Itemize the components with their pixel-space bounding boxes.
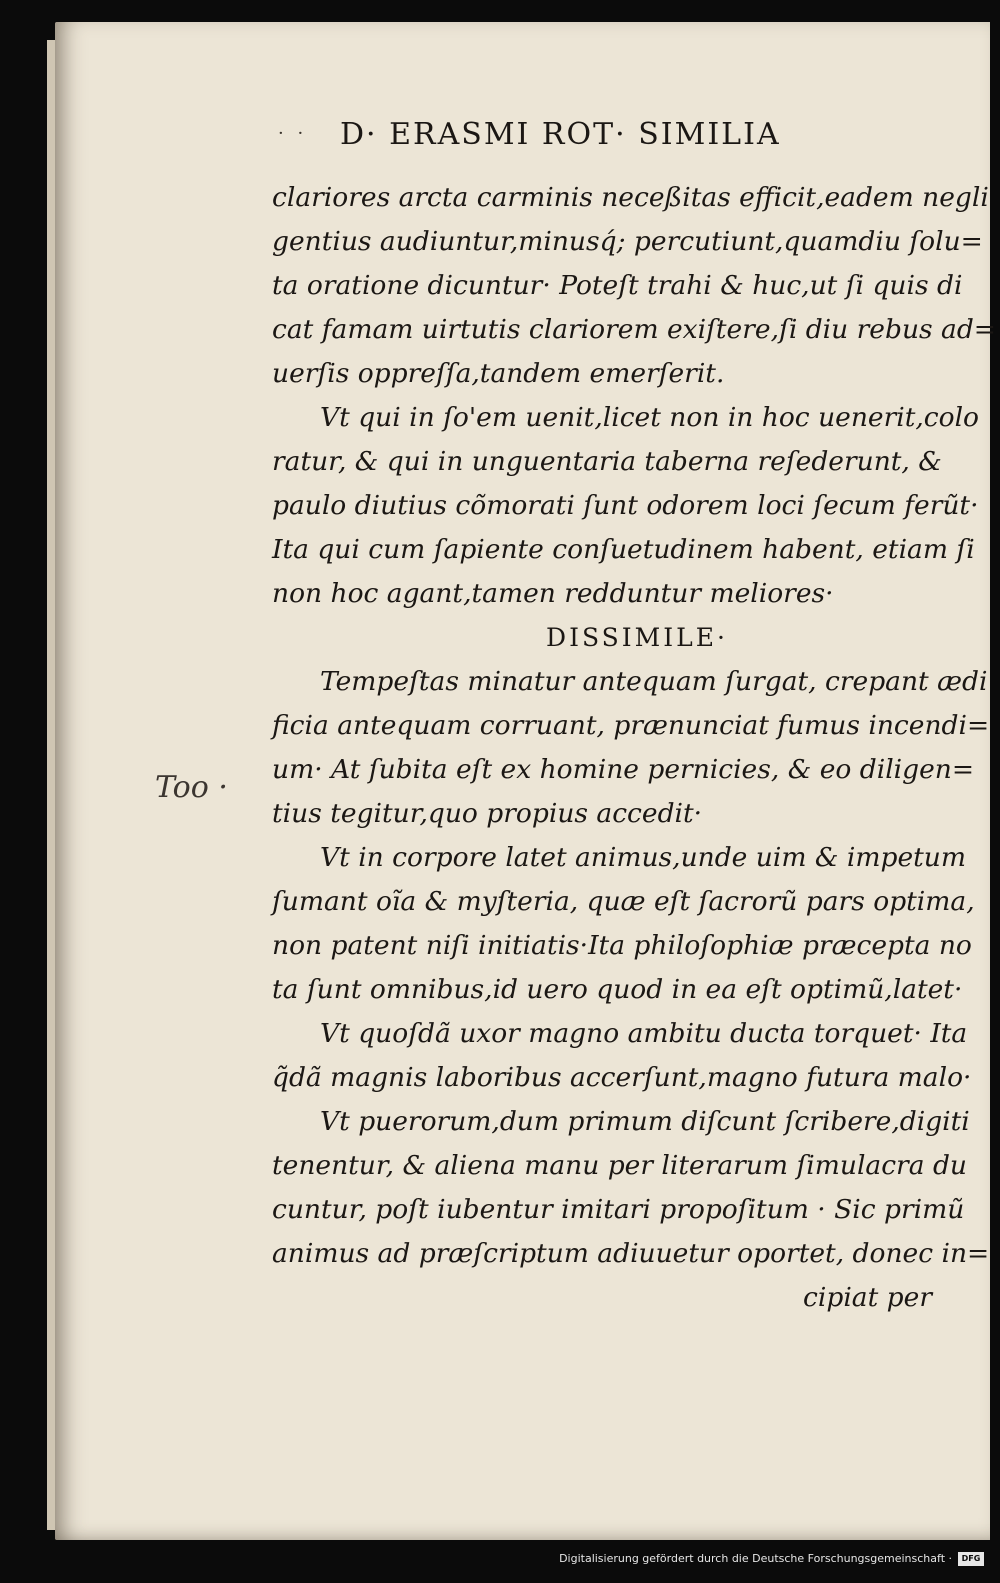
catchword: cipiat per bbox=[803, 1282, 932, 1313]
text-line: Vt qui in ſo'em uenit,licet non in hoc uenerit,colo bbox=[320, 402, 980, 433]
text-line: cuntur, poſt iubentur imitari propoſitum · Sic primũ bbox=[272, 1194, 965, 1225]
running-head: D· ERASMI ROT· SIMILIA bbox=[340, 117, 781, 152]
text-line: gentius audiuntur,minusq́; percutiunt,quamdiu ſolu= bbox=[272, 226, 983, 257]
margin-note: Too · bbox=[155, 770, 228, 805]
text-line: ratur, & qui in unguentaria taberna reſederunt, & bbox=[272, 446, 942, 477]
text-line: uerſis oppreſſa,tandem emerſerit. bbox=[272, 358, 725, 389]
text-line: cat famam uirtutis clariorem exiſtere,ſi diu rebus ad= bbox=[272, 314, 997, 345]
head-ornament: · · bbox=[278, 123, 308, 144]
text-line: ta oratione dicuntur· Poteſt trahi & huc,ut ſi quis di bbox=[272, 270, 963, 301]
text-line: ficia antequam corruant, prænunciat fumus incendi= bbox=[272, 710, 990, 741]
text-line: um· At ſubita eſt ex homine pernicies, & eo diligen= bbox=[272, 754, 975, 785]
funding-credit: Digitalisierung gefördert durch die Deutsche Forschungsgemeinschaft · bbox=[559, 1552, 952, 1565]
text-line: tius tegitur,quo propius accedit· bbox=[272, 798, 703, 829]
page-text bbox=[272, 176, 997, 1320]
text-line: tenentur, & aliena manu per literarum ſimulacra du bbox=[272, 1150, 967, 1181]
dfg-logo-icon: DFG bbox=[958, 1552, 984, 1566]
text-line: Tempeſtas minatur antequam ſurgat, crepant ædi bbox=[320, 666, 988, 697]
text-line: ta ſunt omnibus,id uero quod in ea eſt optimũ,latet· bbox=[272, 974, 963, 1005]
text-line: non patent niſi initiatis·Ita philoſophiæ præcepta no bbox=[272, 930, 972, 961]
text-line: Ita qui cum ſapiente conſuetudinem habent, etiam ſi bbox=[272, 534, 975, 565]
text-line: clariores arcta carminis neceßitas efficit,eadem negli bbox=[272, 182, 989, 213]
text-line: q̃dã magnis laboribus accerſunt,magno futura malo· bbox=[272, 1062, 972, 1093]
text-line: non hoc agant,tamen redduntur meliores· bbox=[272, 578, 834, 609]
text-line: ſumant oĩa & myſteria, quæ eſt ſacrorũ pars optima, bbox=[272, 886, 975, 917]
text-line: animus ad præſcriptum adiuuetur oportet, donec in= bbox=[272, 1238, 990, 1269]
section-heading: DISSIMILE· bbox=[546, 623, 728, 652]
text-line: paulo diutius cõmorati ſunt odorem loci ſecum ferũt· bbox=[272, 490, 979, 521]
text-line: Vt quoſdã uxor magno ambitu ducta torquet· Ita bbox=[320, 1018, 968, 1049]
text-line: Vt in corpore latet animus,unde uim & impetum bbox=[320, 842, 966, 873]
text-line: Vt puerorum,dum primum diſcunt ſcribere,digiti bbox=[320, 1106, 970, 1137]
